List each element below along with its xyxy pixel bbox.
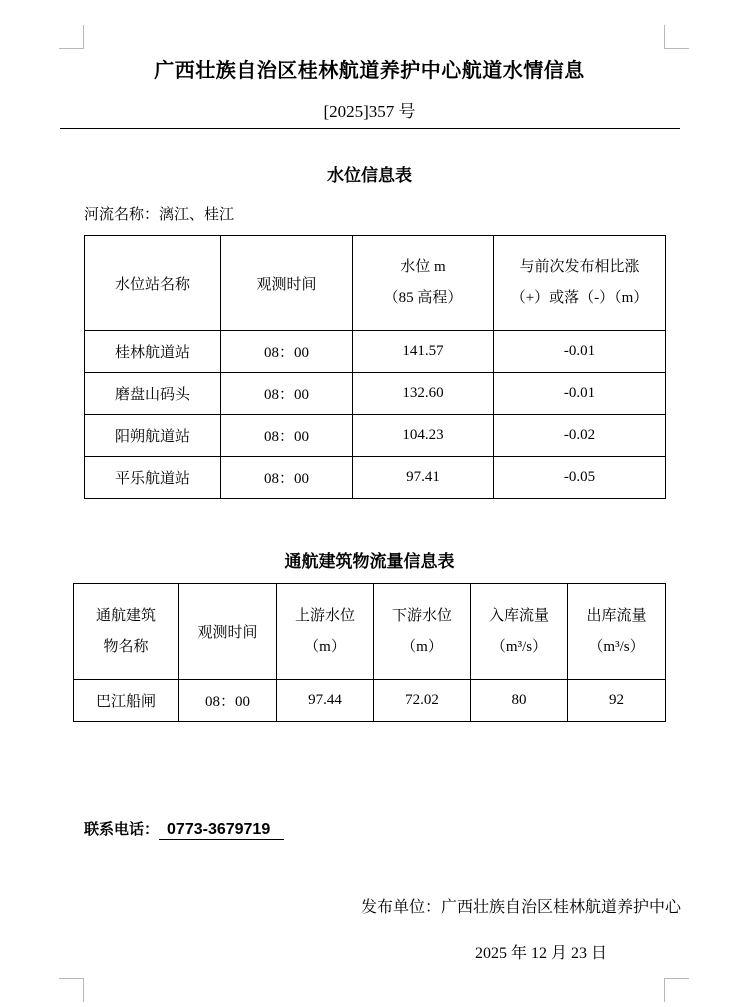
inflow-cell: 80 [471, 680, 568, 722]
change-cell: -0.01 [494, 373, 666, 415]
table-row [85, 457, 666, 499]
corner-mark-bottom-right [664, 978, 689, 1002]
column-header-time: 观测时间 [221, 236, 353, 331]
level-cell: 97.41 [353, 457, 494, 499]
upstream-cell: 97.44 [277, 680, 374, 722]
time-cell: 08：00 [221, 331, 353, 373]
time-cell: 08：00 [221, 415, 353, 457]
water-level-table [84, 235, 666, 499]
table-row [85, 331, 666, 373]
corner-mark-top-left [59, 25, 84, 49]
structure-name-cell: 巴江船闸 [74, 680, 179, 722]
flow-table [73, 583, 666, 722]
column-header-upstream: 上游水位 （m） [277, 584, 374, 680]
document-number: [2025]357 号 [323, 102, 416, 121]
column-header-change: 与前次发布相比涨 （+）或落（-）（m） [494, 236, 666, 331]
downstream-cell: 72.02 [374, 680, 471, 722]
station-cell: 桂林航道站 [85, 331, 221, 373]
level-cell: 104.23 [353, 415, 494, 457]
table-row [85, 373, 666, 415]
change-cell: -0.01 [494, 331, 666, 373]
table-row [85, 415, 666, 457]
level-cell: 132.60 [353, 373, 494, 415]
time-cell: 08：00 [221, 373, 353, 415]
change-cell: -0.02 [494, 415, 666, 457]
contact-label: 联系电话： [84, 822, 160, 838]
water-level-section-title: 水位信息表 [327, 166, 412, 185]
corner-mark-bottom-left [59, 978, 84, 1002]
station-cell: 阳朔航道站 [85, 415, 221, 457]
station-cell: 平乐航道站 [85, 457, 221, 499]
column-header-time: 观测时间 [179, 584, 277, 680]
change-cell: -0.05 [494, 457, 666, 499]
flow-header-row [74, 584, 666, 680]
document-title: 广西壮族自治区桂林航道养护中心航道水情信息 [154, 60, 585, 82]
column-header-outflow: 出库流量 （m³/s） [568, 584, 666, 680]
column-header-inflow: 入库流量 （m³/s） [471, 584, 568, 680]
table-row [74, 680, 666, 722]
outflow-cell: 92 [568, 680, 666, 722]
contact-line [84, 818, 284, 839]
column-header-station: 水位站名称 [85, 236, 221, 331]
level-cell: 141.57 [353, 331, 494, 373]
column-header-level: 水位 m （85 高程） [353, 236, 494, 331]
header-divider [60, 128, 680, 129]
time-cell: 08：00 [179, 680, 277, 722]
station-cell: 磨盘山码头 [85, 373, 221, 415]
column-header-downstream: 下游水位 （m） [374, 584, 471, 680]
time-cell: 08：00 [221, 457, 353, 499]
corner-mark-top-right [664, 25, 689, 49]
column-header-structure-name: 通航建筑 物名称 [74, 584, 179, 680]
flow-section-title: 通航建筑物流量信息表 [284, 552, 455, 571]
river-name-label: 河流名称：漓江、桂江 [84, 207, 235, 223]
contact-phone-number: 0773-3679719 [159, 821, 284, 840]
publish-date: 2025 年 12 月 23 日 [474, 945, 607, 962]
publisher-line: 发布单位：广西壮族自治区桂林航道养护中心 [360, 899, 681, 916]
water-level-header-row [85, 236, 666, 331]
